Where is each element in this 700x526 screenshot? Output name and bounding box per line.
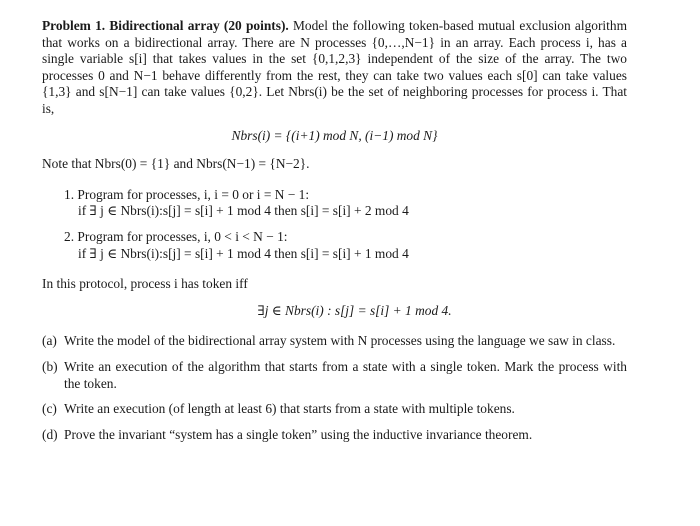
program-item (64, 229, 627, 262)
program-item (64, 187, 627, 220)
part-label: (d) (42, 426, 58, 442)
question-part (42, 427, 627, 444)
part-text: Prove the invariant “system has a single token” using the inductive invariance theorem. (64, 426, 533, 442)
program-condition: if ∃ j ∈ Nbrs(i):s[j] = s[i] + 1 mod 4 then s[i] = s[i] + 2 mod 4 (78, 203, 409, 219)
question-part (42, 359, 627, 392)
part-text: Write the model of the bidirectional array system with N processes using the language we saw in class. (64, 333, 616, 349)
part-text: Write an execution of the algorithm that starts from a state with a single token. Mark the process with the token. (64, 358, 627, 391)
question-parts (42, 333, 627, 443)
part-text: Write an execution (of length at least 6) that starts from a state with multiple tokens. (64, 401, 515, 417)
question-part (42, 333, 627, 350)
program-title: Program for processes, i, 0 < i < N − 1: (77, 228, 288, 244)
protocol-text: In this protocol, process i has token iff (42, 276, 248, 292)
program-condition: if ∃ j ∈ Nbrs(i):s[j] = s[i] + 1 mod 4 then s[i] = s[i] + 1 mod 4 (78, 245, 409, 261)
question-part (42, 401, 627, 418)
problem-heading: Problem 1. Bidirectional array (20 points). (42, 18, 289, 33)
token-formula: ∃j ∈ Nbrs(i) : s[j] = s[i] + 1 mod 4. (257, 302, 452, 318)
part-label: (a) (42, 333, 57, 349)
program-title: Program for processes, i, i = 0 or i = N − 1: (77, 186, 310, 202)
boundary-note: Note that Nbrs(0) = {1} and Nbrs(N−1) = {N−2}. (42, 156, 310, 172)
problem-intro: Model the following token-based mutual exclusion algorithm that works on a bidirectional array. There are N processes {0,…,N−1} in an array. Each process i, has a single variable s[i] that takes values in the set {0,1,2,3} independent of the size of the array. The two processes 0 and N−1 behave differently from the rest, they can take two values each s[0] can take values {1,3} and s[N−1] can take values {0,2}. Let Nbrs(i) be the set of neighboring processes for process i. That is, (42, 18, 627, 116)
program-number: 2. (64, 228, 75, 244)
program-number: 1. (64, 186, 75, 202)
problem-page (42, 18, 627, 452)
program-list (64, 187, 627, 262)
nbrs-formula: Nbrs(i) = {(i+1) mod N, (i−1) mod N} (231, 127, 438, 143)
part-label: (c) (42, 401, 57, 417)
part-label: (b) (42, 358, 58, 374)
problem-statement (42, 18, 627, 118)
